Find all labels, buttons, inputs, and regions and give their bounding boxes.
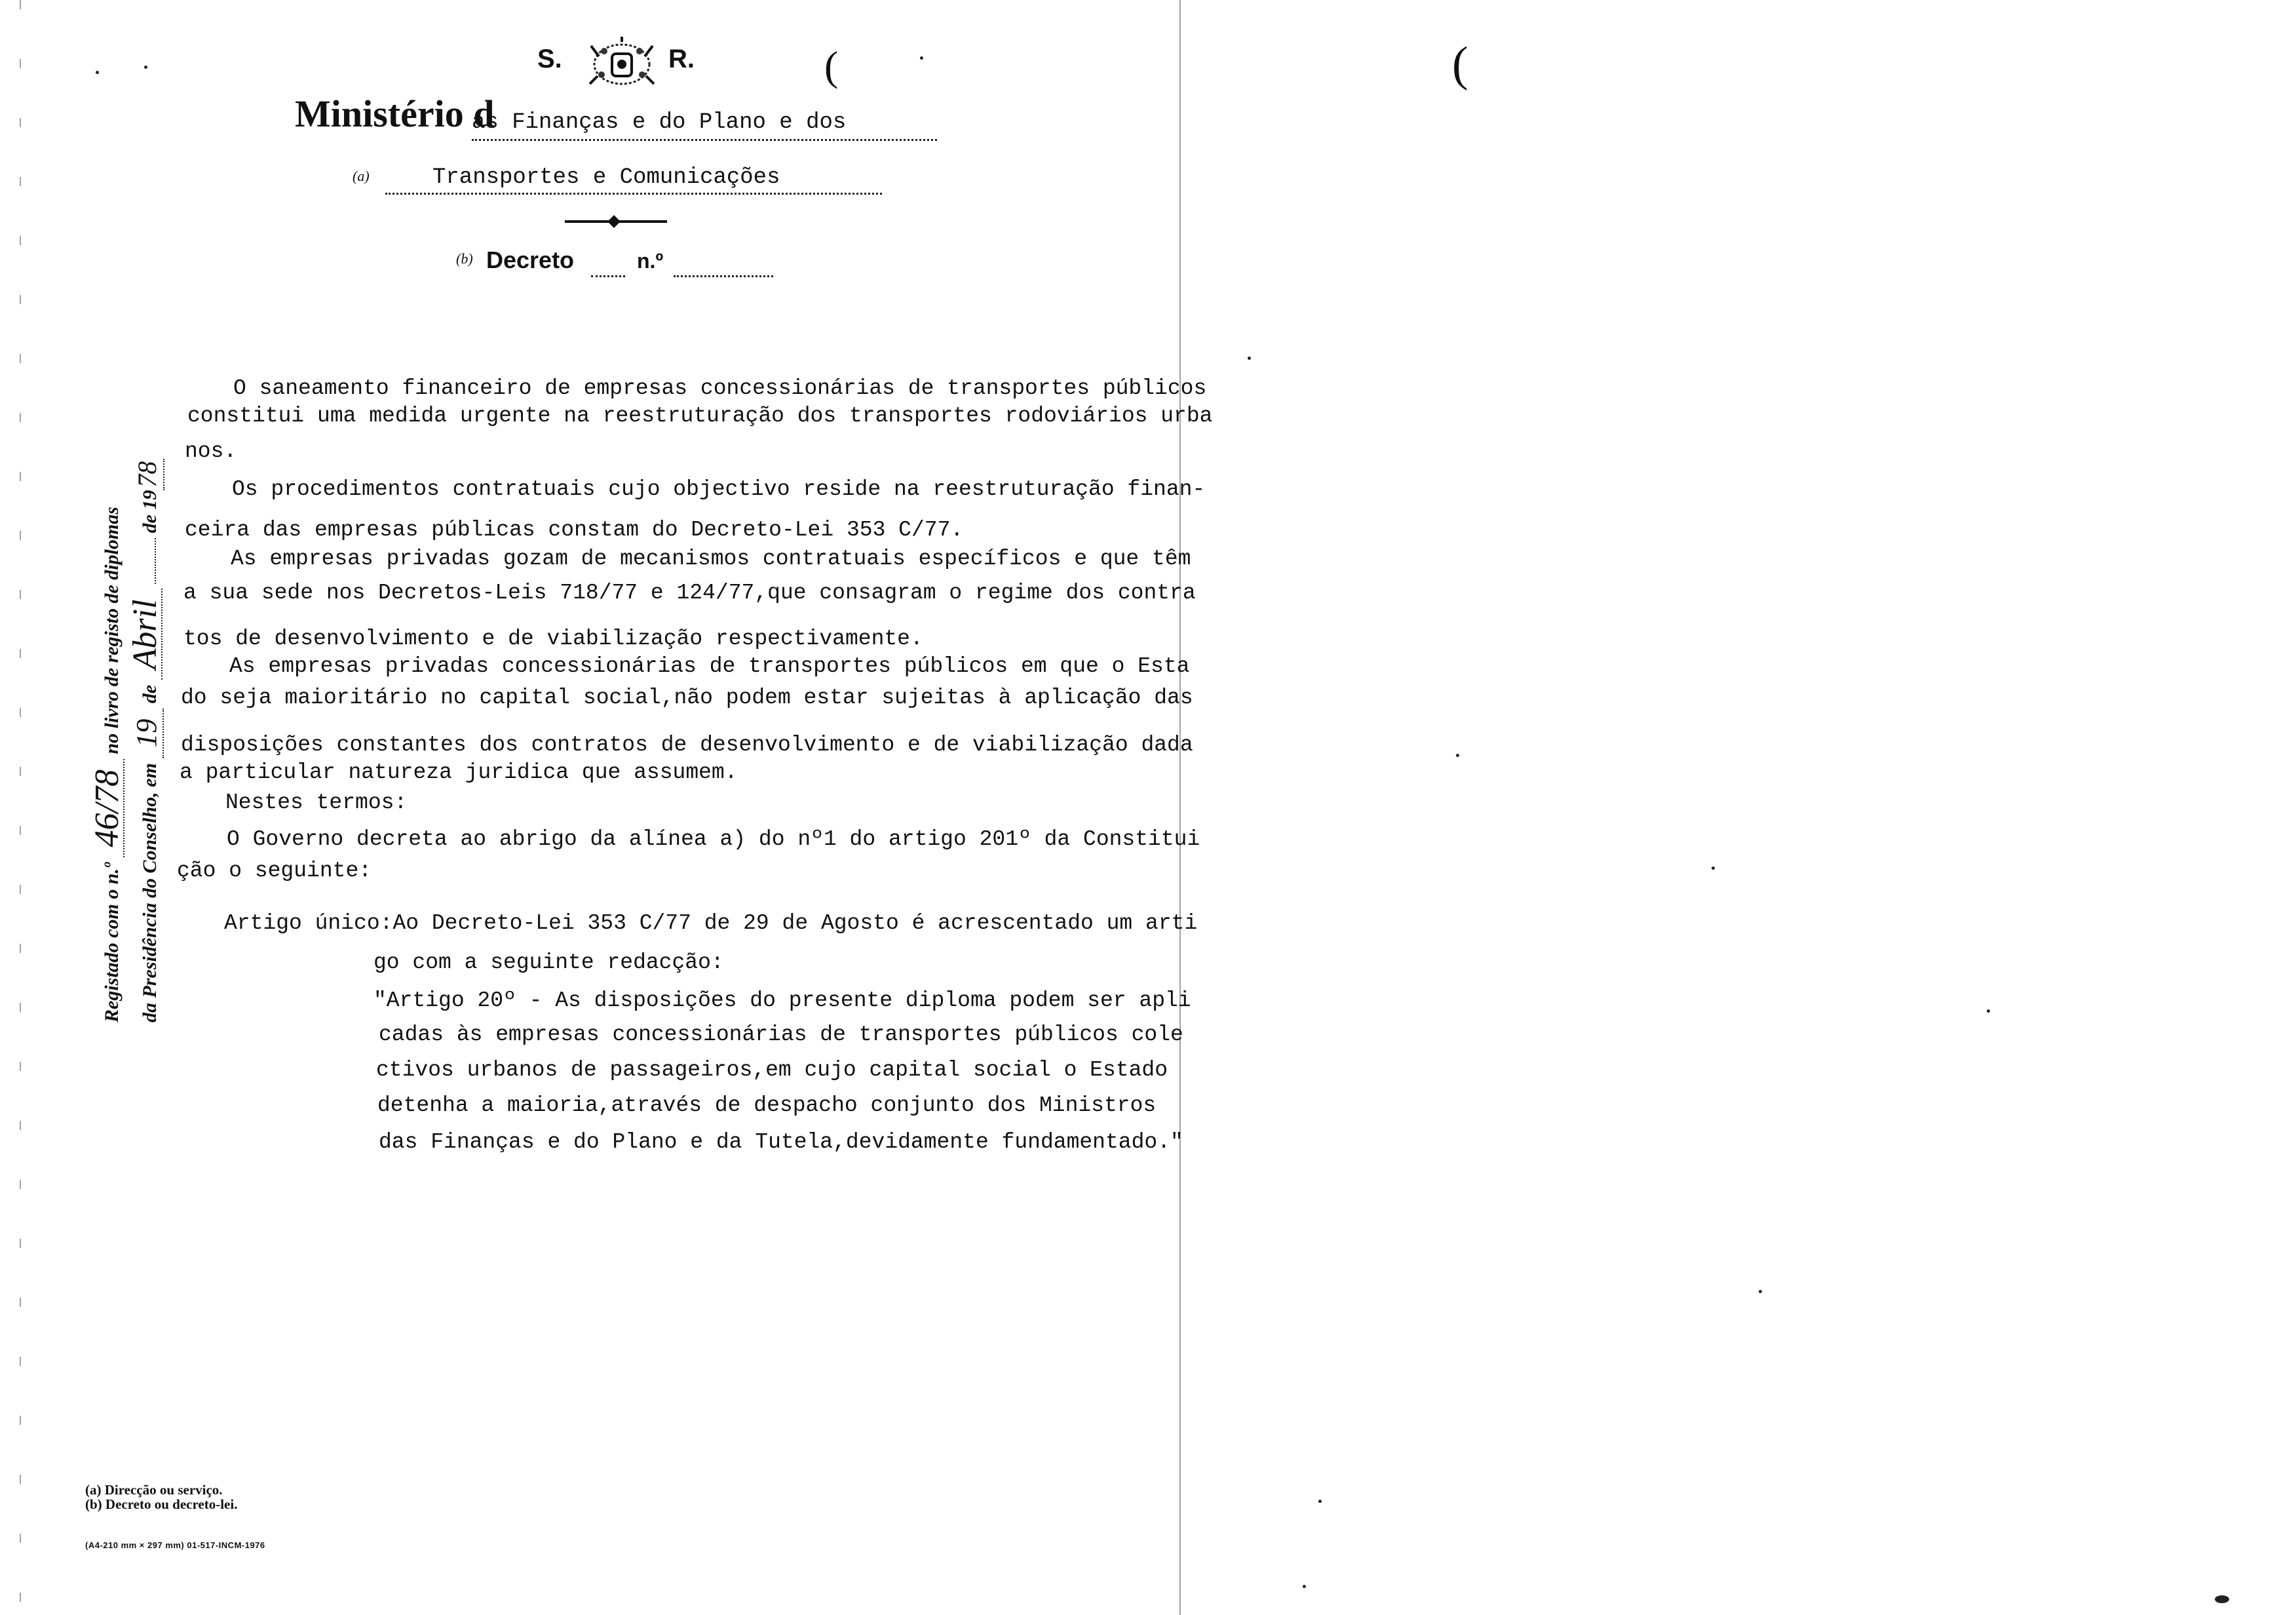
body-line: "Artigo 20º - As disposições do presente diploma podem ser apli	[373, 988, 1191, 1013]
registry-year: 78	[132, 459, 164, 490]
body-line: As empresas privadas concessionárias de transportes públicos em que o Esta	[229, 654, 1190, 678]
scan-speck	[1248, 357, 1251, 360]
republic-header	[537, 37, 721, 89]
ministry-title: Ministério d	[295, 92, 495, 135]
registry-day: 19	[131, 709, 164, 758]
scan-speck	[1712, 866, 1715, 870]
body-line: Artigo único:Ao Decreto-Lei 353 C/77 de 29 de Agosto é acrescentado um arti	[224, 911, 1198, 935]
decree-number-dotted-line	[674, 275, 773, 277]
footnote-b: (b) Decreto ou decreto-lei.	[85, 1496, 238, 1512]
body-line: nos.	[185, 439, 237, 463]
footnote-mark-b: (b)	[456, 250, 473, 267]
sr-left-letter: S.	[537, 45, 562, 73]
registry-gap	[155, 538, 156, 584]
scan-speck	[1318, 1500, 1322, 1503]
body-line: Os procedimentos contratuais cujo objectivo reside na reestruturação finan-	[232, 477, 1206, 501]
scan-speck	[1987, 1009, 1990, 1013]
decree-label: Decreto	[486, 246, 575, 273]
registry-date-prefix: da Presidência do Conselho, em	[139, 763, 161, 1022]
scan-speck	[1303, 1585, 1306, 1588]
scan-speck	[1759, 1290, 1762, 1293]
body-line: go com a seguinte redacção:	[373, 950, 724, 975]
footnotes	[85, 1483, 237, 1511]
pencil-paren-left: (	[824, 43, 839, 89]
scan-speck	[920, 56, 923, 60]
body-line: das Finanças e do Plano e da Tutela,devidamente fundamentado."	[379, 1130, 1183, 1154]
footnote-a: (a) Direcção ou serviço.	[85, 1482, 223, 1498]
body-line: As empresas privadas gozam de mecanismos contratuais específicos e que têm	[231, 547, 1191, 571]
left-margin-marks	[20, 0, 21, 1615]
body-line: detenha a maioria,através de despacho conjunto dos Ministros	[377, 1093, 1157, 1118]
divider-diamond-icon	[607, 215, 621, 228]
pencil-paren-right: (	[1452, 37, 1468, 91]
body-line: Nestes termos:	[225, 790, 408, 815]
body-line: ção o seguinte:	[177, 859, 372, 883]
registry-line-1	[88, 459, 130, 1022]
registry-line-2	[126, 459, 168, 1022]
sr-right-letter: R.	[668, 45, 695, 73]
registry-prefix: Registado com o n.º	[101, 863, 123, 1022]
registry-book-text: no livro de registo de diplomas	[101, 507, 123, 754]
ministry-dotted-line	[472, 139, 937, 141]
body-line: ctivos urbanos de passageiros,em cujo capital social o Estado	[376, 1058, 1168, 1082]
body-line: constitui uma medida urgente na reestruturação dos transportes rodoviários urba	[187, 404, 1213, 428]
print-code: (A4-210 mm × 297 mm) 01-517-INCM-1976	[85, 1540, 265, 1550]
scan-speck	[2215, 1595, 2229, 1603]
registry-year-prefix: de 19	[139, 490, 161, 534]
body-line: tos de desenvolvimento e de viabilização respectivamente.	[183, 627, 923, 651]
scan-speck	[1456, 754, 1459, 757]
scan-speck	[96, 71, 99, 74]
body-line: cadas às empresas concessionárias de transportes públicos cole	[379, 1022, 1183, 1047]
scan-speck	[144, 66, 147, 69]
body-line: O saneamento financeiro de empresas concessionárias de transportes públicos	[233, 376, 1207, 400]
decree-number-label: n.º	[637, 249, 664, 273]
body-line: a particular natureza juridica que assumem.	[180, 760, 738, 785]
department-name: Transportes e Comunicações	[432, 165, 780, 190]
registry-number: 46/78	[92, 759, 124, 857]
registry-de: de	[139, 684, 161, 704]
page-fold-line	[1179, 0, 1181, 1615]
coat-of-arms-icon	[586, 37, 658, 89]
body-line: a sua sede nos Decretos-Leis 718/77 e 124/77,que consagram o regime dos contra	[183, 581, 1196, 605]
registry-month: Abril	[130, 589, 163, 680]
footnote-mark-a: (a)	[353, 168, 370, 184]
body-line: O Governo decreta ao abrigo da alínea a) do nº1 do artigo 201º da Constitui	[227, 827, 1200, 851]
ministry-name: as Finanças e do Plano e dos	[472, 110, 847, 135]
body-line: ceira das empresas públicas constam do Decreto-Lei 353 C/77.	[185, 518, 964, 542]
decree-dotted-line	[591, 275, 625, 277]
body-line: disposições constantes dos contratos de desenvolvimento e de viabilização dada	[181, 733, 1193, 757]
body-line: do seja maioritário no capital social,não podem estar sujeitas à aplicação das	[181, 686, 1193, 710]
department-dotted-line	[385, 193, 882, 195]
